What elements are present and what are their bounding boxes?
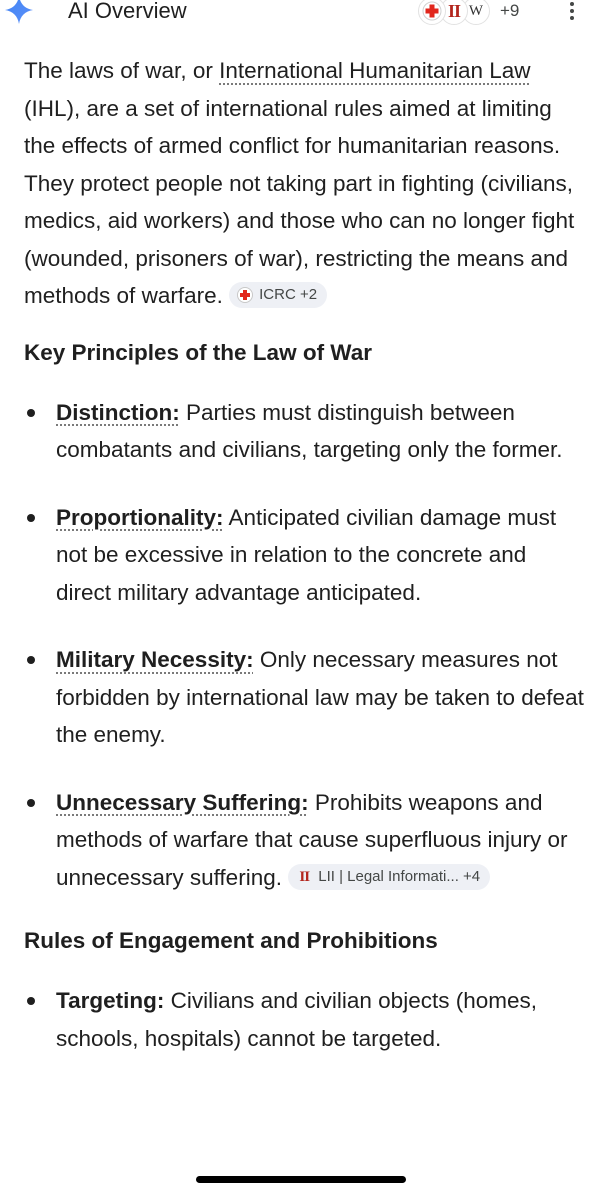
ai-overview-title: AI Overview xyxy=(68,0,187,23)
intro-text-before: The laws of war, or xyxy=(24,58,220,83)
wikipedia-logo-icon: W xyxy=(462,0,490,25)
citation-chip-lii[interactable] xyxy=(288,864,490,890)
icrc-logo-icon xyxy=(237,287,253,303)
icrc-logo-icon xyxy=(418,0,446,25)
bullet-icon xyxy=(27,409,35,417)
ihl-link[interactable]: International Humanitarian Law xyxy=(219,58,531,83)
rules-list xyxy=(24,982,584,1057)
list-item xyxy=(24,641,584,754)
section-heading-rules: Rules of Engagement and Prohibitions xyxy=(24,928,438,953)
list-item xyxy=(24,394,584,469)
term-link[interactable]: Unnecessary Suffering: xyxy=(56,789,309,815)
term-link[interactable]: Military Necessity: xyxy=(56,647,254,672)
overview-content xyxy=(24,52,584,1057)
ai-overview-header xyxy=(0,0,604,32)
citation-chip-icrc[interactable] xyxy=(229,282,327,308)
bullet-icon xyxy=(27,514,35,522)
citation-label: ICRC +2 xyxy=(259,286,318,304)
sparkle-icon xyxy=(4,0,34,25)
term-link[interactable]: Proportionality: xyxy=(56,504,224,530)
bullet-icon xyxy=(27,799,35,807)
term-link[interactable]: Distinction: xyxy=(56,399,180,425)
bullet-icon xyxy=(27,997,35,1005)
lii-logo-icon: II xyxy=(299,868,310,885)
list-item xyxy=(24,499,584,612)
lii-logo-icon: II xyxy=(440,0,468,25)
list-item xyxy=(24,982,584,1057)
term-label: Targeting: xyxy=(56,988,165,1013)
section-heading-key-principles: Key Principles of the Law of War xyxy=(24,339,372,365)
more-vert-icon[interactable] xyxy=(560,0,584,25)
intro-paragraph xyxy=(24,52,584,315)
list-item xyxy=(24,784,584,897)
sources-button[interactable] xyxy=(418,0,519,27)
item-text: Parties must distinguish between combatants and civilians, targeting only the former. xyxy=(56,399,563,462)
item-text: Anticipated civilian damage must not be excessive in relation to the concrete and direct military advantage anticipated. xyxy=(56,504,557,605)
home-indicator[interactable] xyxy=(196,1176,406,1183)
item-text: Civilians and civilian objects (homes, schools, hospitals) cannot be targeted. xyxy=(56,988,537,1051)
citation-label: LII | Legal Informati... +4 xyxy=(318,867,481,885)
item-text: Prohibits weapons and methods of warfare that cause superfluous injury or unnecessary suffering. xyxy=(56,789,568,890)
item-text: Only necessary measures not forbidden by international law may be taken to defeat the enemy. xyxy=(56,647,584,747)
key-principles-list xyxy=(24,394,584,897)
intro-text-after: (IHL), are a set of international rules aimed at limiting the effects of armed conflict for humanitarian reasons. They protect people not taking part in fighting (civilians, medics, aid workers) and those who can no longer fight (wounded, prisoners of war), restricting the means and methods of warfare. xyxy=(24,95,575,308)
source-count: +9 xyxy=(500,1,520,20)
bullet-icon xyxy=(27,656,35,664)
